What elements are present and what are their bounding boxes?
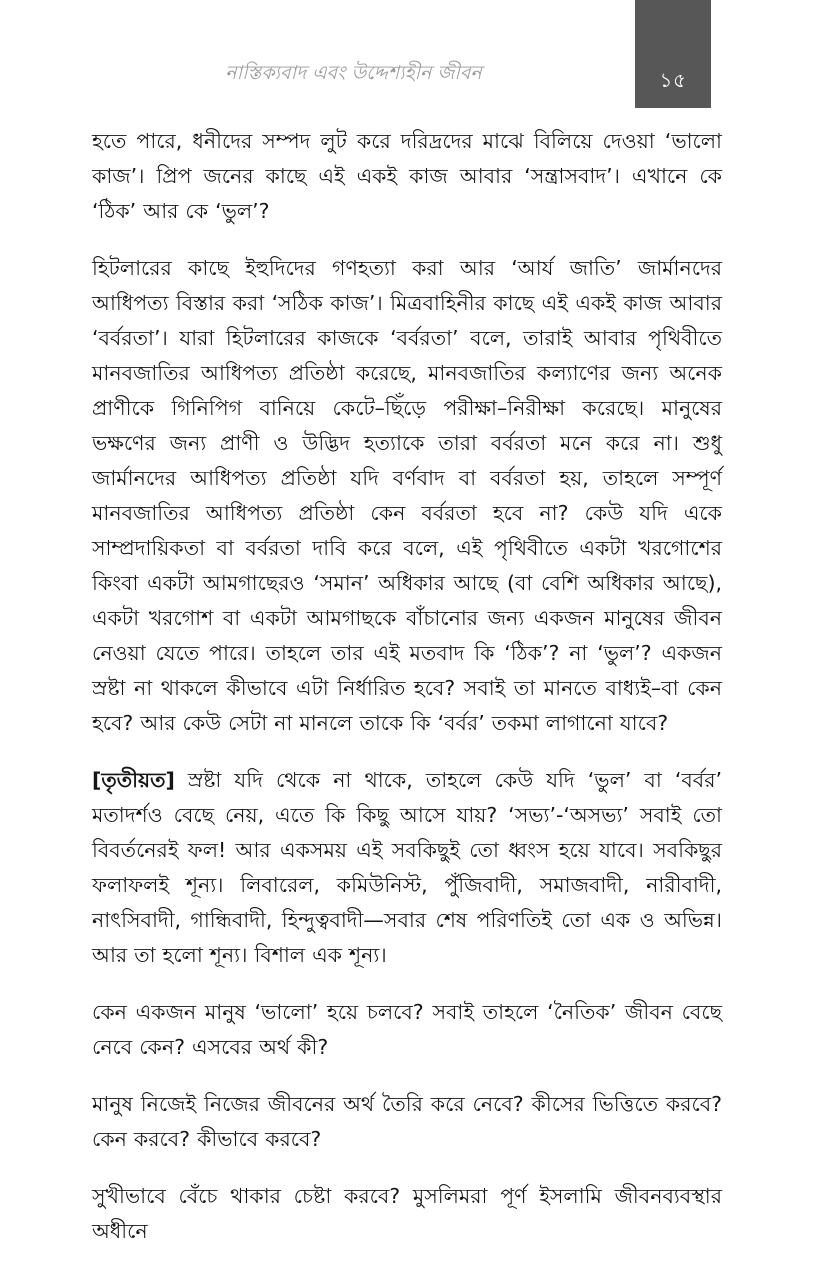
paragraph — [92, 251, 722, 741]
paragraph-text: স্রষ্টা যদি থেকে না থাকে, তাহলে কেউ যদি ‘ভুল’ বা ‘বর্বর’ মতাদর্শও বেছে নেয়, এতে কি কিছু আসে যায়? ‘সভ্য’-‘অসভ্য’ সবাই তো বিবর্তনেরই ফল! আর একসময় এই সবকিছুই তো ধ্বংস হয়ে যাবে। সবকিছুর ফলাফলই শূন্য। লিবারেল, কমিউনিস্ট, পুঁজিবাদী, সমাজবাদী, নারীবাদী, নাৎসিবাদী, গান্ধিবাদী, হিন্দুত্ববাদী—সবার শেষ পরিণতিই তো এক ও অভিন্ন। আর তা হলো শূন্য। বিশাল এক শূন্য। — [92, 768, 722, 967]
paragraph-lead-label: [তৃতীয়ত] — [92, 768, 175, 792]
paragraph — [92, 124, 722, 229]
paragraph — [92, 995, 722, 1065]
paragraph — [92, 1179, 722, 1249]
paragraph-text: কেন একজন মানুষ ‘ভালো’ হয়ে চলবে? সবাই তাহলে ‘নৈতিক’ জীবন বেছে নেবে কেন? এসবের অর্থ কী? — [92, 1000, 722, 1059]
paragraph — [92, 1087, 722, 1157]
paragraph-text: হিটলারের কাছে ইহুদিদের গণহত্যা করা আর ‘আর্য জাতি’ জার্মানদের আধিপত্য বিস্তার করা ‘সঠিক কাজ’। মিত্রবাহিনীর কাছে এই একই কাজ আবার ‘বর্বরতা’। যারা হিটলারের কাজকে ‘বর্বরতা’ বলে, তারাই আবার পৃথিবীতে মানবজাতির আধিপত্য প্রতিষ্ঠা করেছে, মানবজাতির কল্যাণের জন্য অনেক প্রাণীকে গিনিপিগ বানিয়ে কেটে–ছিঁড়ে পরীক্ষা–নিরীক্ষা করেছে। মানুষের ভক্ষণের জন্য প্রাণী ও উদ্ভিদ হত্যাকে তারা বর্বরতা মনে করে না। শুধু জার্মানদের আধিপত্য প্রতিষ্ঠা যদি বর্ণবাদ বা বর্বরতা হয়, তাহলে সম্পূর্ণ মানবজাতির আধিপত্য প্রতিষ্ঠা কেন বর্বরতা হবে না? কেউ যদি একে সাম্প্রদায়িকতা বা বর্বরতা দাবি করে বলে, এই পৃথিবীতে একটা খরগোশের কিংবা একটা আমগাছেরও ‘সমান’ অধিকার আছে (বা বেশি অধিকার আছে), একটা খরগোশ বা একটা আমগাছকে বাঁচানোর জন্য একজন মানুষের জীবন নেওয়া যেতে পারে। তাহলে তার এই মতবাদ কি ‘ঠিক’? না ‘ভুল’? একজন স্রষ্টা না থাকলে কীভাবে এটা নির্ধারিত হবে? সবাই তা মানতে বাধ্যই–বা কেন হবে? আর কেউ সেটা না মানলে তাকে কি ‘বর্বর’ তকমা লাগানো যাবে? — [92, 256, 722, 735]
paragraph — [92, 763, 722, 973]
paragraph-text: সুখীভাবে বেঁচে থাকার চেষ্টা করবে? মুসলিমরা পূর্ণ ইসলামি জীবনব্যবস্থার অধীনে — [92, 1184, 722, 1243]
paragraph-text: মানুষ নিজেই নিজের জীবনের অর্থ তৈরি করে নেবে? কীসের ভিত্তিতে করবে? কেন করবে? কীভাবে করবে? — [92, 1092, 722, 1151]
paragraph-text: হতে পারে, ধনীদের সম্পদ লুট করে দরিদ্রদের মাঝে বিলিয়ে দেওয়া ‘ভালো কাজ’। প্রিপ জনের কাছে এই একই কাজ আবার ‘সন্ত্রাসবাদ’। এখানে কে ‘ঠিক’ আর কে ‘ভুল’? — [92, 129, 722, 223]
running-head: নাস্তিক্যবাদ এবং উদ্দেশ্যহীন জীবন — [225, 62, 482, 84]
page-number-block — [635, 0, 711, 108]
page-number: ১৫ — [659, 68, 687, 92]
body-text-column — [92, 124, 722, 1249]
